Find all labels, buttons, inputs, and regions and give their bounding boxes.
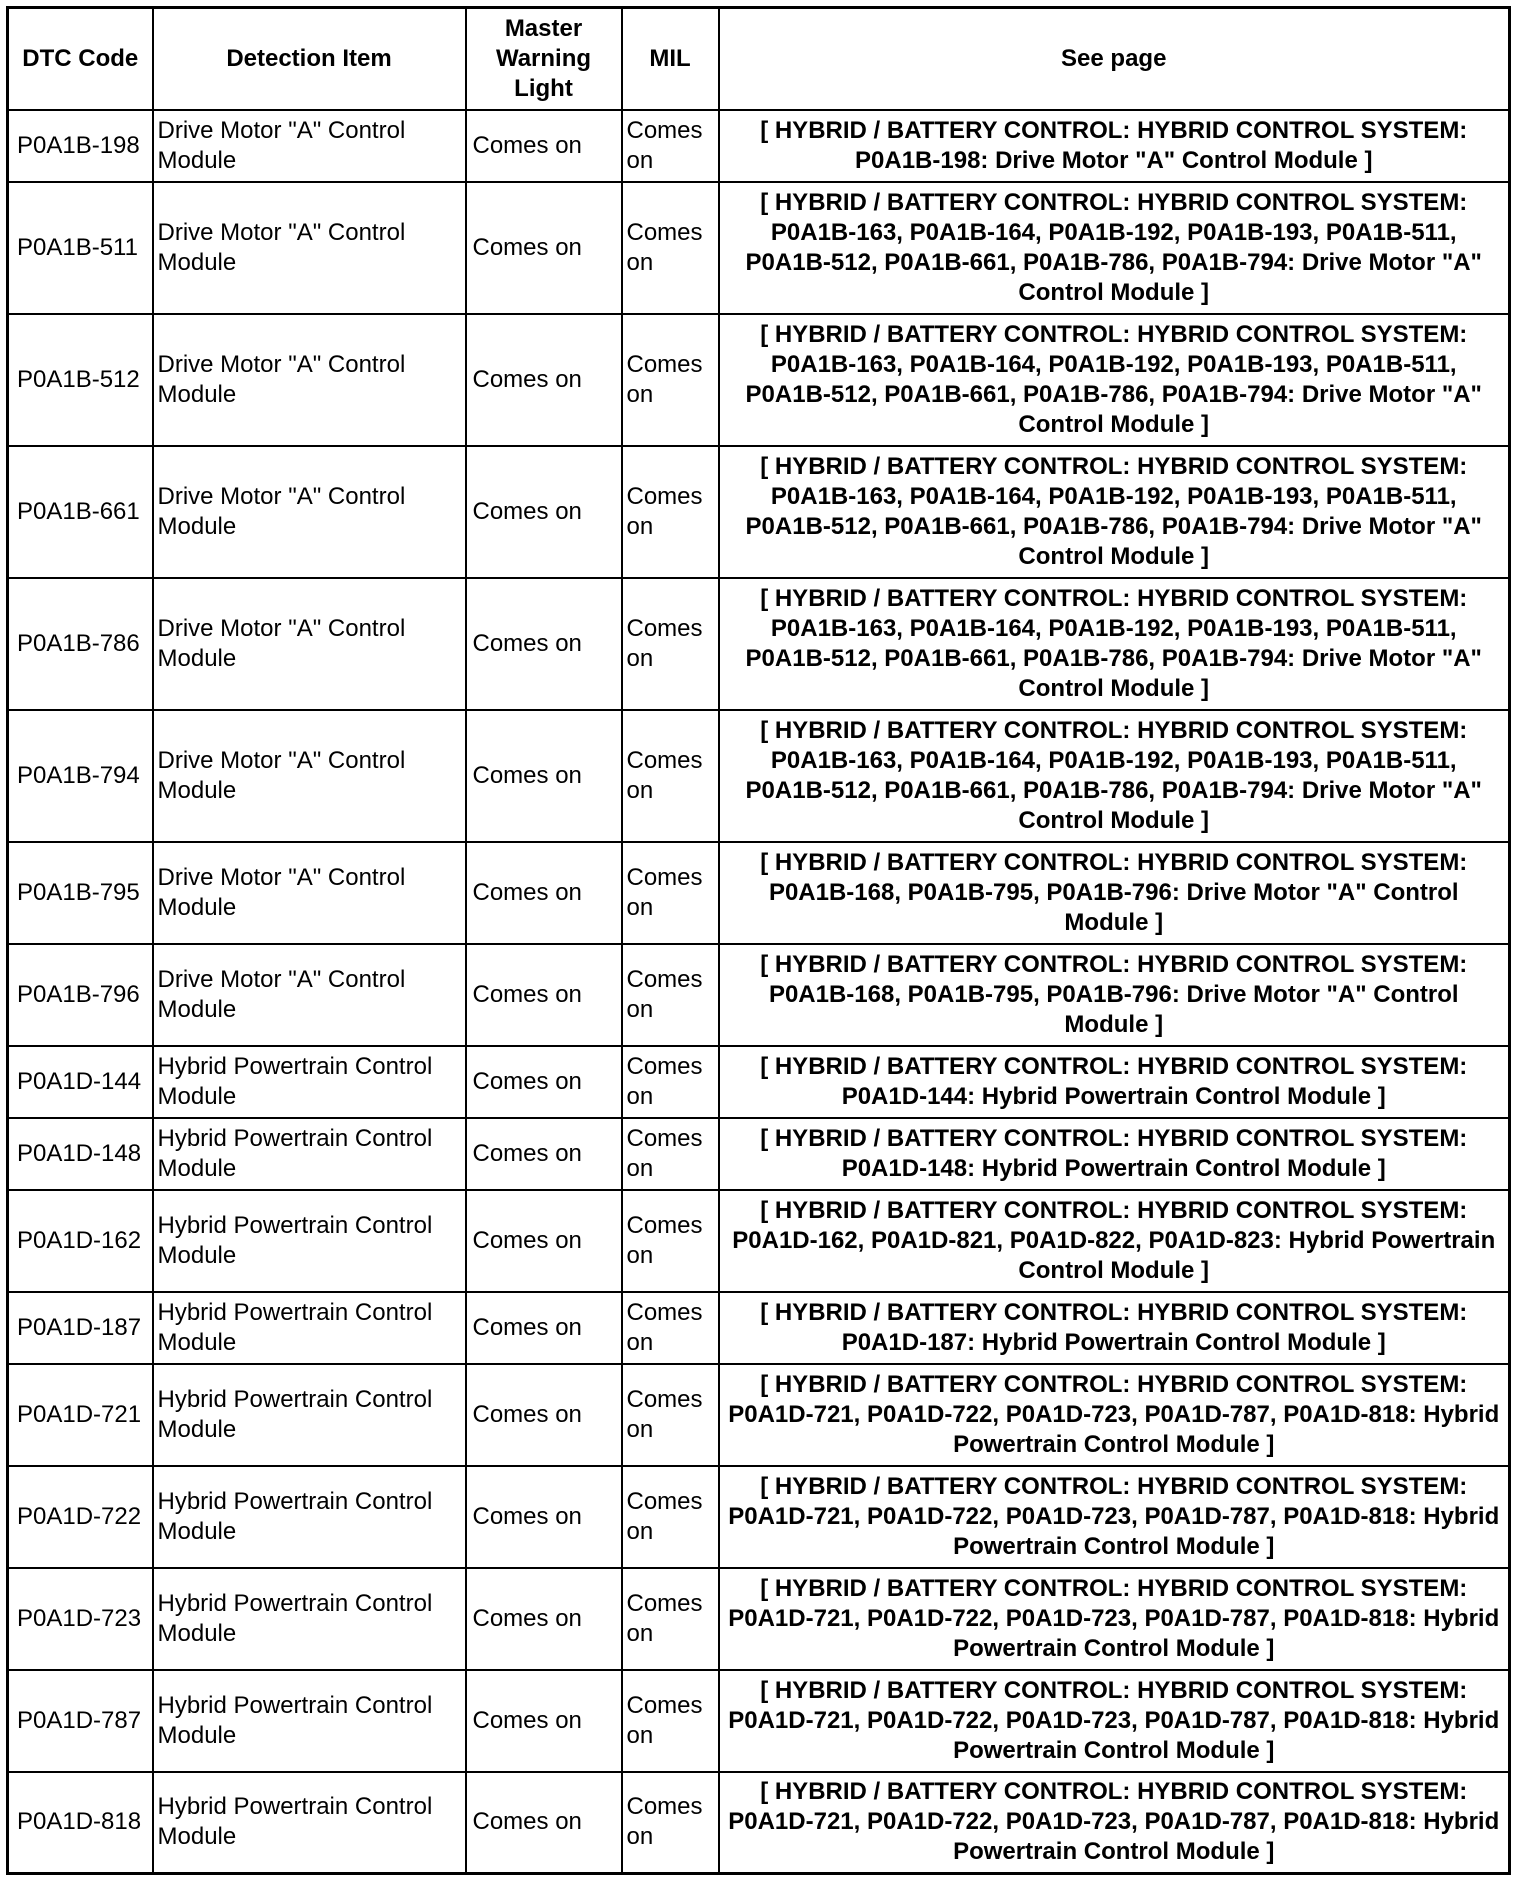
see-page-link[interactable]: [ HYBRID / BATTERY CONTROL: HYBRID CONTROL SYSTEM: P0A1B-163, P0A1B-164, P0A1B-192, P0A1B-193, P0A1B-511, P0A1B-512, P0A1B-661, P0A1B-786, P0A1B-794: Drive Motor "A" Control Module ]	[719, 578, 1510, 710]
mil-cell: Comes on	[622, 182, 719, 314]
master-warning-cell: Comes on	[466, 578, 622, 710]
mil-cell: Comes on	[622, 1118, 719, 1190]
dtc-code-cell: P0A1B-198	[8, 110, 153, 182]
see-page-link[interactable]: [ HYBRID / BATTERY CONTROL: HYBRID CONTROL SYSTEM: P0A1B-163, P0A1B-164, P0A1B-192, P0A1B-193, P0A1B-511, P0A1B-512, P0A1B-661, P0A1B-786, P0A1B-794: Drive Motor "A" Control Module ]	[719, 314, 1510, 446]
dtc-code-cell: P0A1D-144	[8, 1046, 153, 1118]
see-page-link[interactable]: [ HYBRID / BATTERY CONTROL: HYBRID CONTROL SYSTEM: P0A1B-163, P0A1B-164, P0A1B-192, P0A1B-193, P0A1B-511, P0A1B-512, P0A1B-661, P0A1B-786, P0A1B-794: Drive Motor "A" Control Module ]	[719, 446, 1510, 578]
dtc-code-cell: P0A1D-721	[8, 1364, 153, 1466]
table-row	[8, 314, 1510, 446]
see-page-link[interactable]: [ HYBRID / BATTERY CONTROL: HYBRID CONTROL SYSTEM: P0A1D-148: Hybrid Powertrain Control Module ]	[719, 1118, 1510, 1190]
table-row	[8, 1046, 1510, 1118]
see-page-link[interactable]: [ HYBRID / BATTERY CONTROL: HYBRID CONTROL SYSTEM: P0A1D-144: Hybrid Powertrain Control Module ]	[719, 1046, 1510, 1118]
detection-item-cell: Drive Motor "A" Control Module	[153, 182, 466, 314]
see-page-link[interactable]: [ HYBRID / BATTERY CONTROL: HYBRID CONTROL SYSTEM: P0A1D-721, P0A1D-722, P0A1D-723, P0A1D-787, P0A1D-818: Hybrid Powertrain Control Module ]	[719, 1568, 1510, 1670]
see-page-link[interactable]: [ HYBRID / BATTERY CONTROL: HYBRID CONTROL SYSTEM: P0A1B-163, P0A1B-164, P0A1B-192, P0A1B-193, P0A1B-511, P0A1B-512, P0A1B-661, P0A1B-786, P0A1B-794: Drive Motor "A" Control Module ]	[719, 182, 1510, 314]
table-row	[8, 1292, 1510, 1364]
table-row	[8, 578, 1510, 710]
see-page-link[interactable]: [ HYBRID / BATTERY CONTROL: HYBRID CONTROL SYSTEM: P0A1B-168, P0A1B-795, P0A1B-796: Drive Motor "A" Control Module ]	[719, 944, 1510, 1046]
header-mil: MIL	[622, 8, 719, 110]
mil-cell: Comes on	[622, 1670, 719, 1772]
table-row	[8, 1568, 1510, 1670]
dtc-code-cell: P0A1D-187	[8, 1292, 153, 1364]
mil-cell: Comes on	[622, 1046, 719, 1118]
table-row	[8, 842, 1510, 944]
see-page-link[interactable]: [ HYBRID / BATTERY CONTROL: HYBRID CONTROL SYSTEM: P0A1D-162, P0A1D-821, P0A1D-822, P0A1D-823: Hybrid Powertrain Control Module ]	[719, 1190, 1510, 1292]
detection-item-cell: Hybrid Powertrain Control Module	[153, 1046, 466, 1118]
master-warning-cell: Comes on	[466, 1364, 622, 1466]
see-page-link[interactable]: [ HYBRID / BATTERY CONTROL: HYBRID CONTROL SYSTEM: P0A1D-721, P0A1D-722, P0A1D-723, P0A1D-787, P0A1D-818: Hybrid Powertrain Control Module ]	[719, 1772, 1510, 1874]
master-warning-cell: Comes on	[466, 1670, 622, 1772]
master-warning-cell: Comes on	[466, 944, 622, 1046]
detection-item-cell: Hybrid Powertrain Control Module	[153, 1670, 466, 1772]
dtc-code-cell: P0A1B-786	[8, 578, 153, 710]
dtc-code-cell: P0A1B-661	[8, 446, 153, 578]
mil-cell: Comes on	[622, 578, 719, 710]
see-page-link[interactable]: [ HYBRID / BATTERY CONTROL: HYBRID CONTROL SYSTEM: P0A1D-721, P0A1D-722, P0A1D-723, P0A1D-787, P0A1D-818: Hybrid Powertrain Control Module ]	[719, 1466, 1510, 1568]
see-page-link[interactable]: [ HYBRID / BATTERY CONTROL: HYBRID CONTROL SYSTEM: P0A1B-163, P0A1B-164, P0A1B-192, P0A1B-193, P0A1B-511, P0A1B-512, P0A1B-661, P0A1B-786, P0A1B-794: Drive Motor "A" Control Module ]	[719, 710, 1510, 842]
detection-item-cell: Drive Motor "A" Control Module	[153, 710, 466, 842]
detection-item-cell: Hybrid Powertrain Control Module	[153, 1772, 466, 1874]
detection-item-cell: Drive Motor "A" Control Module	[153, 842, 466, 944]
detection-item-cell: Hybrid Powertrain Control Module	[153, 1292, 466, 1364]
mil-cell: Comes on	[622, 110, 719, 182]
header-see-page: See page	[719, 8, 1510, 110]
table-row	[8, 710, 1510, 842]
table-row	[8, 182, 1510, 314]
see-page-link[interactable]: [ HYBRID / BATTERY CONTROL: HYBRID CONTROL SYSTEM: P0A1D-721, P0A1D-722, P0A1D-723, P0A1D-787, P0A1D-818: Hybrid Powertrain Control Module ]	[719, 1670, 1510, 1772]
mil-cell: Comes on	[622, 1190, 719, 1292]
master-warning-cell: Comes on	[466, 1292, 622, 1364]
mil-cell: Comes on	[622, 944, 719, 1046]
detection-item-cell: Drive Motor "A" Control Module	[153, 578, 466, 710]
mil-cell: Comes on	[622, 314, 719, 446]
see-page-link[interactable]: [ HYBRID / BATTERY CONTROL: HYBRID CONTROL SYSTEM: P0A1D-721, P0A1D-722, P0A1D-723, P0A1D-787, P0A1D-818: Hybrid Powertrain Control Module ]	[719, 1364, 1510, 1466]
see-page-link[interactable]: [ HYBRID / BATTERY CONTROL: HYBRID CONTROL SYSTEM: P0A1B-198: Drive Motor "A" Control Module ]	[719, 110, 1510, 182]
master-warning-cell: Comes on	[466, 1466, 622, 1568]
master-warning-cell: Comes on	[466, 1118, 622, 1190]
table-header-row	[8, 8, 1510, 110]
detection-item-cell: Hybrid Powertrain Control Module	[153, 1118, 466, 1190]
table-row	[8, 1466, 1510, 1568]
header-master-warning-light: Master Warning Light	[466, 8, 622, 110]
dtc-code-cell: P0A1D-818	[8, 1772, 153, 1874]
table-row	[8, 1670, 1510, 1772]
table-row	[8, 1364, 1510, 1466]
master-warning-cell: Comes on	[466, 314, 622, 446]
detection-item-cell: Drive Motor "A" Control Module	[153, 314, 466, 446]
header-dtc-code: DTC Code	[8, 8, 153, 110]
master-warning-cell: Comes on	[466, 1772, 622, 1874]
detection-item-cell: Drive Motor "A" Control Module	[153, 110, 466, 182]
dtc-code-cell: P0A1B-796	[8, 944, 153, 1046]
header-detection-item: Detection Item	[153, 8, 466, 110]
detection-item-cell: Drive Motor "A" Control Module	[153, 944, 466, 1046]
dtc-code-cell: P0A1D-722	[8, 1466, 153, 1568]
dtc-code-cell: P0A1B-512	[8, 314, 153, 446]
mil-cell: Comes on	[622, 446, 719, 578]
mil-cell: Comes on	[622, 1568, 719, 1670]
detection-item-cell: Hybrid Powertrain Control Module	[153, 1568, 466, 1670]
dtc-code-cell: P0A1B-511	[8, 182, 153, 314]
dtc-code-cell: P0A1D-787	[8, 1670, 153, 1772]
detection-item-cell: Hybrid Powertrain Control Module	[153, 1190, 466, 1292]
master-warning-cell: Comes on	[466, 182, 622, 314]
mil-cell: Comes on	[622, 1466, 719, 1568]
table-row	[8, 1190, 1510, 1292]
mil-cell: Comes on	[622, 842, 719, 944]
table-row	[8, 1772, 1510, 1874]
master-warning-cell: Comes on	[466, 446, 622, 578]
master-warning-cell: Comes on	[466, 1190, 622, 1292]
master-warning-cell: Comes on	[466, 110, 622, 182]
dtc-table	[6, 6, 1511, 1875]
detection-item-cell: Hybrid Powertrain Control Module	[153, 1466, 466, 1568]
dtc-code-cell: P0A1D-148	[8, 1118, 153, 1190]
dtc-code-cell: P0A1D-723	[8, 1568, 153, 1670]
detection-item-cell: Drive Motor "A" Control Module	[153, 446, 466, 578]
detection-item-cell: Hybrid Powertrain Control Module	[153, 1364, 466, 1466]
table-row	[8, 446, 1510, 578]
table-row	[8, 944, 1510, 1046]
dtc-code-cell: P0A1B-795	[8, 842, 153, 944]
master-warning-cell: Comes on	[466, 1568, 622, 1670]
master-warning-cell: Comes on	[466, 1046, 622, 1118]
master-warning-cell: Comes on	[466, 710, 622, 842]
dtc-code-cell: P0A1D-162	[8, 1190, 153, 1292]
see-page-link[interactable]: [ HYBRID / BATTERY CONTROL: HYBRID CONTROL SYSTEM: P0A1B-168, P0A1B-795, P0A1B-796: Drive Motor "A" Control Module ]	[719, 842, 1510, 944]
mil-cell: Comes on	[622, 1292, 719, 1364]
dtc-code-cell: P0A1B-794	[8, 710, 153, 842]
mil-cell: Comes on	[622, 1772, 719, 1874]
table-row	[8, 110, 1510, 182]
master-warning-cell: Comes on	[466, 842, 622, 944]
mil-cell: Comes on	[622, 710, 719, 842]
mil-cell: Comes on	[622, 1364, 719, 1466]
table-row	[8, 1118, 1510, 1190]
see-page-link[interactable]: [ HYBRID / BATTERY CONTROL: HYBRID CONTROL SYSTEM: P0A1D-187: Hybrid Powertrain Control Module ]	[719, 1292, 1510, 1364]
